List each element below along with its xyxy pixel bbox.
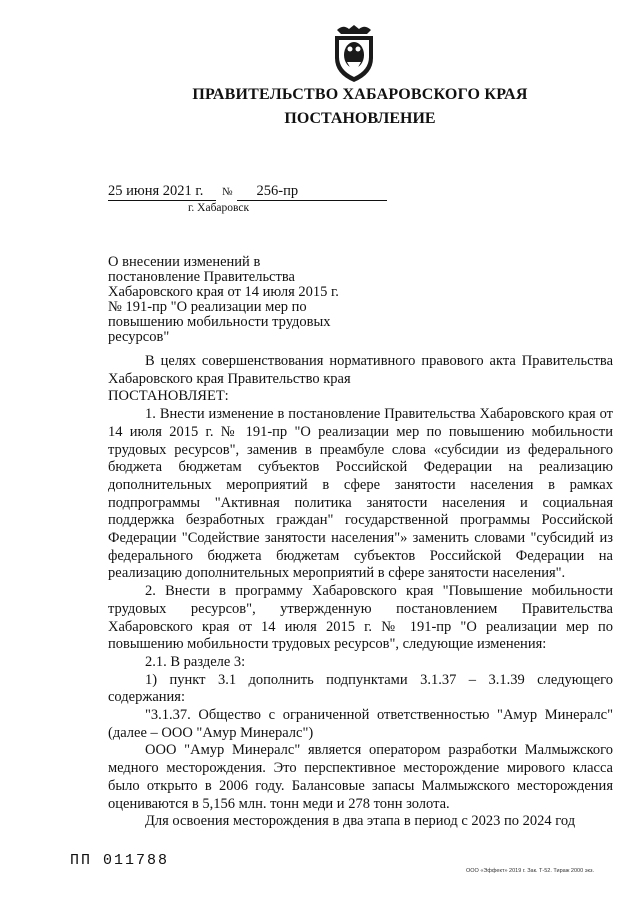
number-label: №	[222, 186, 233, 198]
paragraph: "3.1.37. Общество с ограниченной ответственностью "Амур Минералс" (далее – ООО "Амур Минералс")	[108, 707, 613, 741]
document-body	[108, 353, 613, 831]
document-type: ПОСТАНОВЛЕНИЕ	[284, 110, 436, 127]
paragraph: 2. Внести в программу Хабаровского края "Повышение мобильности трудовых ресурсов", утвержденную постановлением Правительства Хабаровского края от 14 июля 2015 г. № 191-пр "О реализации мер по повышению мобильности трудовых ресурсов", следующие изменения:	[108, 583, 613, 653]
document-subject: О внесении изменений в постановление Правительства Хабаровского края от 14 июля 2015 г. № 191-пр "О реализации мер по повышению мобильности трудовых ресурсов"	[108, 254, 339, 345]
paragraph: 1) пункт 3.1 дополнить подпунктами 3.1.37 – 3.1.39 следующего содержания:	[108, 671, 613, 706]
paragraph-decree: ПОСТАНОВЛЯЕТ:	[108, 388, 229, 405]
paragraph: 1. Внести изменение в постановление Правительства Хабаровского края от 14 июля 2015 г. № 191-пр "О реализации мер по повышению мобильности трудовых ресурсов", заменив в преамбуле слова «субсидии из федерального бюджета бюджетам субъектов Российской Федерации на реализацию дополнительных мероприятий в сфере занятости населения в рамках подпрограммы "Активная политика занятости населения и социальная поддержка безработных граждан" государственной программы Российской Федерации "Содействие занятости населения"» заменить словами "субсидий из федерального бюджета бюджетам субъектов Российской Федерации на реализацию дополнительных мероприятий в сфере занятости населения".	[108, 406, 613, 582]
government-title: ПРАВИТЕЛЬСТВО ХАБАРОВСКОГО КРАЯ	[192, 86, 528, 103]
paragraph: В целях совершенствования нормативного правового акта Правительства Хабаровского края Правительство края	[108, 353, 613, 387]
document-number: 256-пр	[237, 183, 387, 201]
document-date: 25 июня 2021 г.	[108, 183, 216, 201]
printer-info: ООО «Эффект» 2019 г. Зак. Т-52. Тираж 2000 экз.	[466, 868, 595, 874]
dateline	[108, 183, 387, 201]
paragraph: Для освоения месторождения в два этапа в период с 2023 по 2024 год	[145, 813, 576, 830]
serial-stamp: ПП 011788	[70, 852, 170, 869]
paragraph: ООО "Амур Минералс" является оператором разработки Малмыжского медного месторождения. Это перспективное месторождение мирового класса было открыто в 2006 году. Балансовые запасы Малмыжского месторождения оцениваются в 5,156 млн. тонн меди и 278 тонн золота.	[108, 742, 613, 812]
coat-of-arms-icon	[327, 22, 381, 84]
paragraph: 2.1. В разделе 3:	[145, 653, 246, 670]
city: г. Хабаровск	[188, 202, 250, 214]
